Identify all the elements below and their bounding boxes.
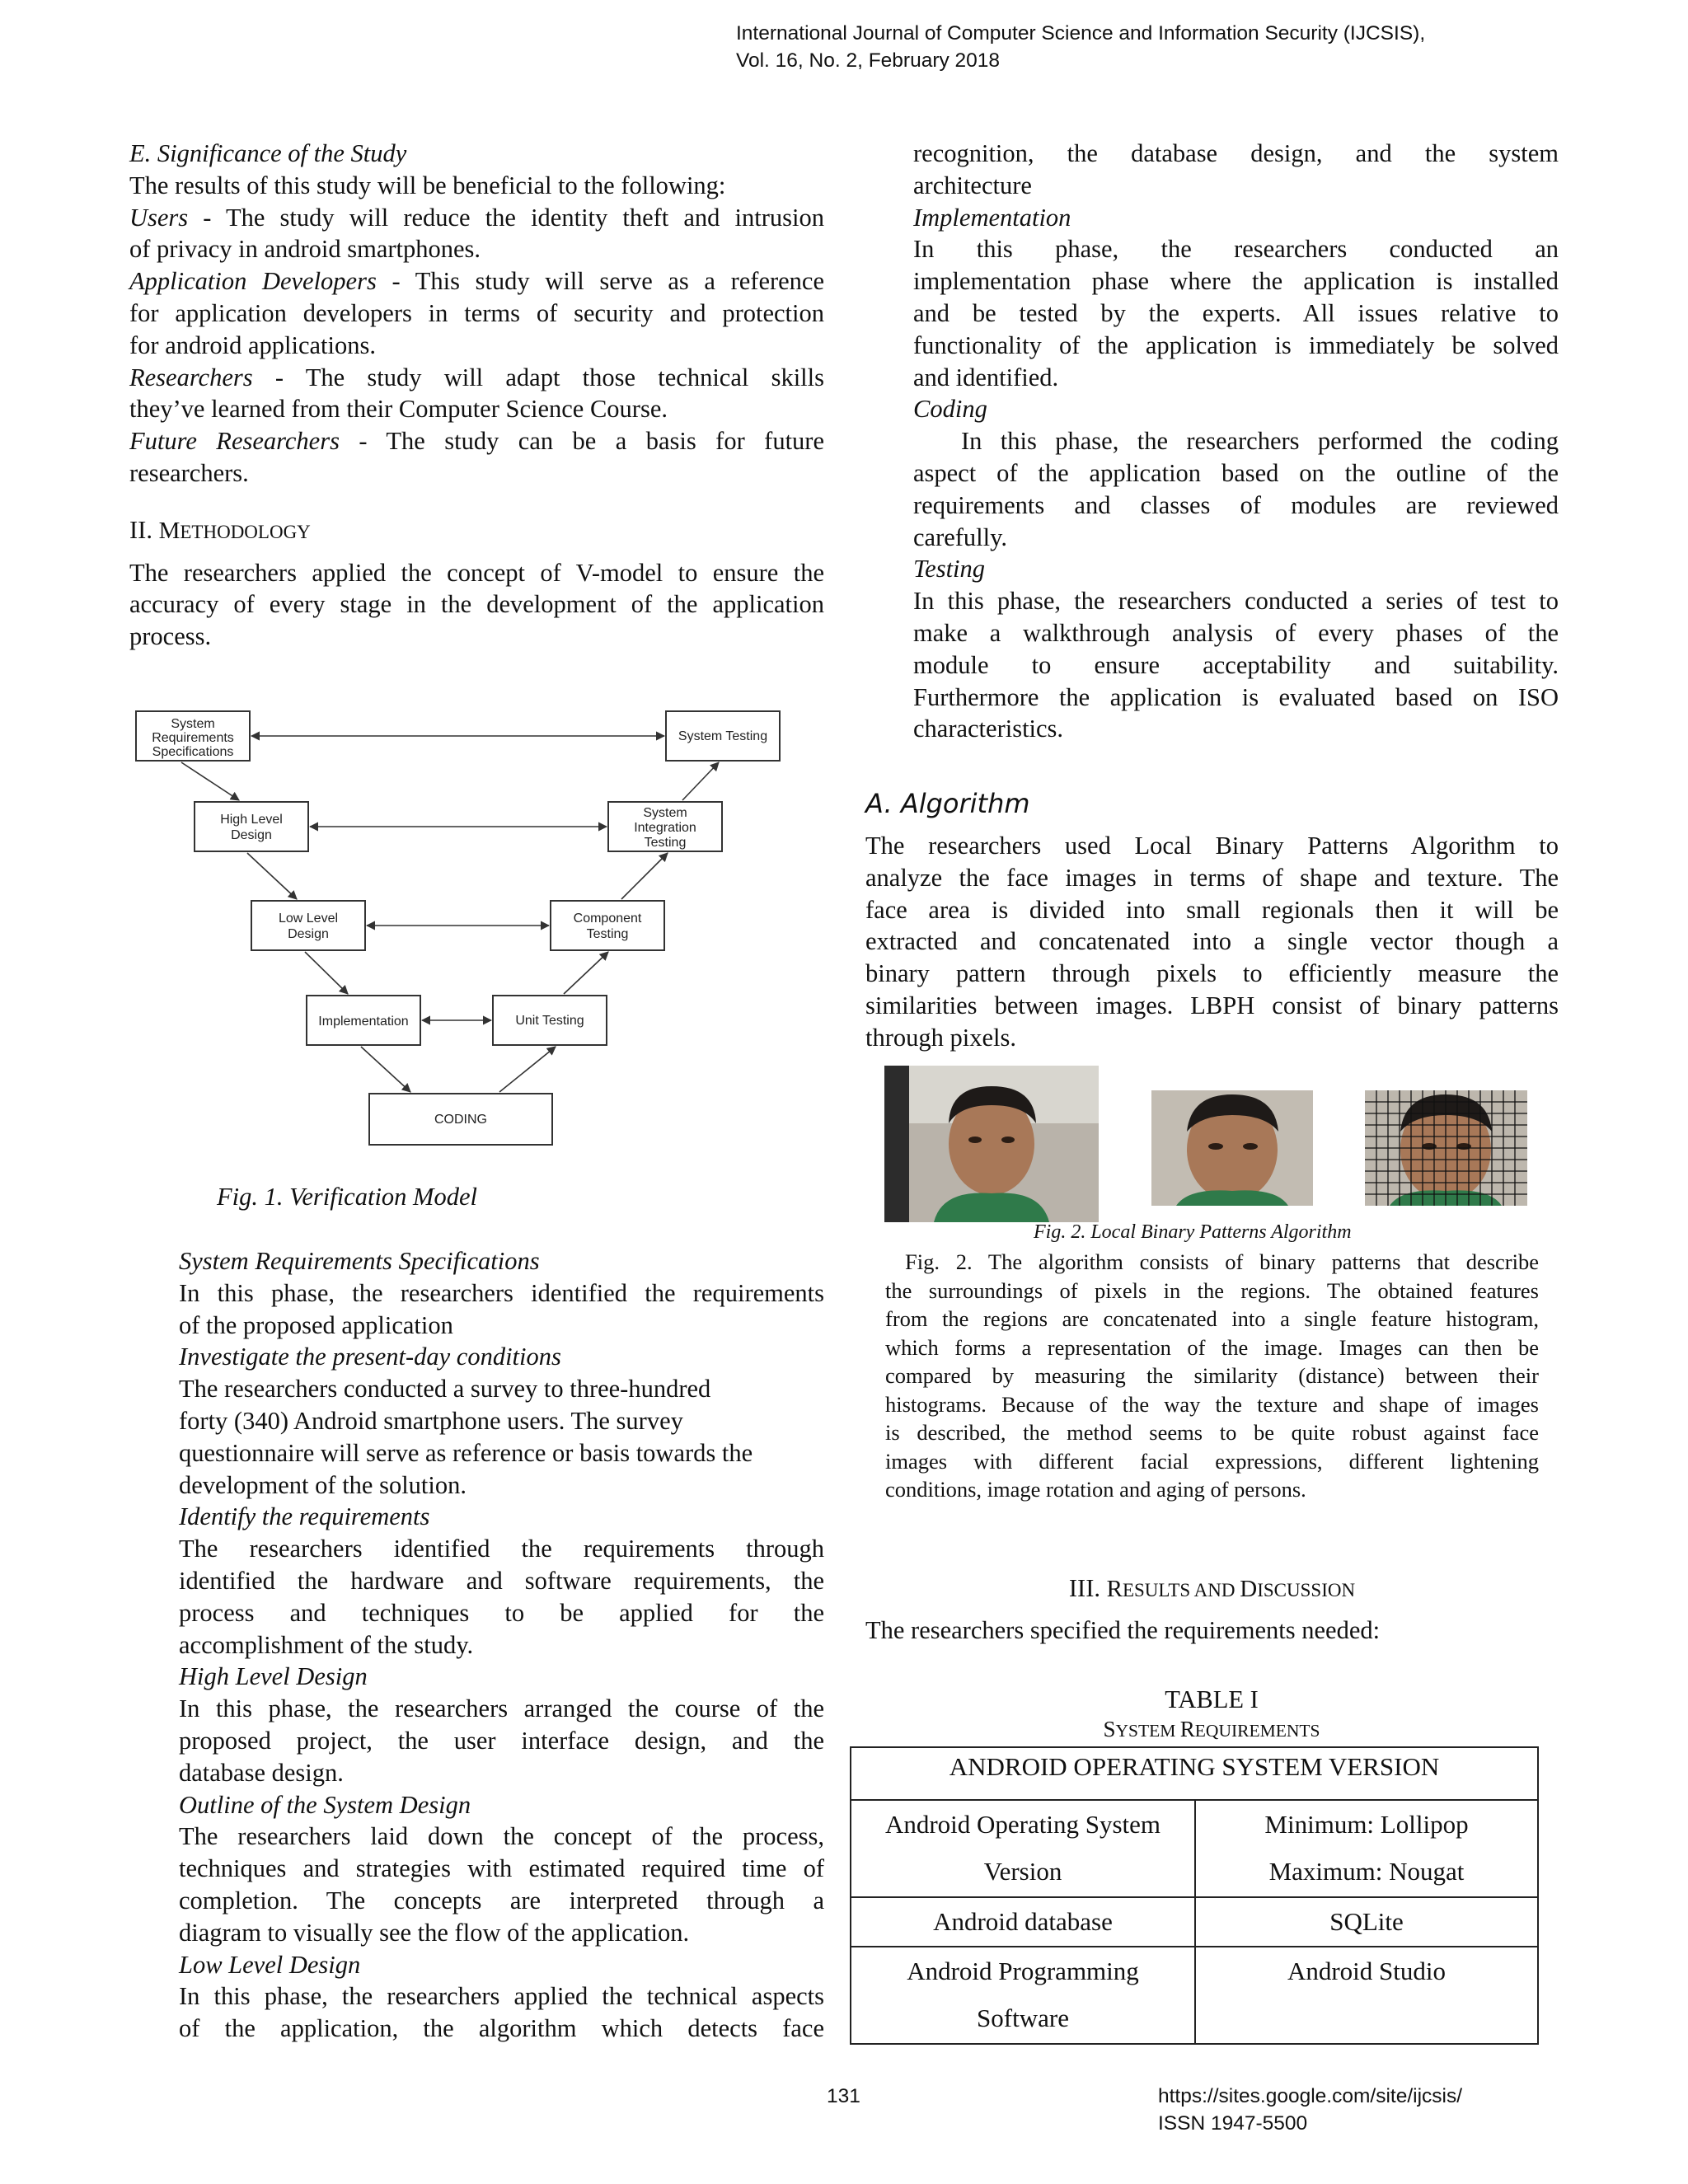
section-heading-results bbox=[865, 1572, 1559, 1607]
table-cell-left bbox=[851, 1947, 1195, 2044]
v-model-diagram bbox=[132, 705, 791, 1162]
inv-3: questionnaire will serve as reference or basis towards the bbox=[179, 1438, 753, 1467]
srs-heading: System Requirements Specifications bbox=[179, 1247, 540, 1275]
cod-1: In this phase, the researchers performed the coding bbox=[961, 427, 1559, 456]
tbl-sub-rest1: YSTEM bbox=[1115, 1721, 1180, 1741]
box-unit-testing bbox=[493, 996, 607, 1045]
lld-l1: Low Level bbox=[278, 912, 339, 926]
lld-2: of the application, the algorithm which detects face bbox=[179, 2014, 824, 2043]
box-coding bbox=[369, 1094, 552, 1145]
hld-l2: Design bbox=[231, 828, 272, 842]
coding-label: CODING bbox=[434, 1113, 487, 1127]
impl-5: and identified. bbox=[913, 363, 1059, 391]
table-row bbox=[851, 1800, 1538, 1897]
cell-prog-l2: Software bbox=[977, 2004, 1069, 2032]
table-cell-right bbox=[1195, 1947, 1538, 2044]
fig2-l1: Fig. 2. The algorithm consists of binary patterns that describe bbox=[905, 1249, 1539, 1274]
test-2: make a walkthrough analysis of every phases of the bbox=[913, 618, 1559, 647]
cell-prog-l1: Android Programming bbox=[907, 1957, 1139, 1985]
footer-url: https://sites.google.com/site/ijcsis/ bbox=[1158, 2085, 1463, 2107]
cod-3: requirements and classes of modules are reviewed bbox=[913, 490, 1559, 519]
section-heading-significance: E. Significance of the Study bbox=[129, 139, 407, 167]
fig2-l4: which forms a representation of the image. Images can then be bbox=[885, 1334, 1539, 1360]
paragraph-researchers bbox=[129, 362, 824, 394]
fig2-caption: Fig. 2. Local Binary Patterns Algorithm bbox=[1034, 1221, 1352, 1243]
footer-issn: ISSN 1947-5500 bbox=[1158, 2112, 1308, 2135]
box-implementation bbox=[307, 996, 420, 1045]
hld-3: database design. bbox=[179, 1758, 344, 1787]
table-row bbox=[851, 1897, 1538, 1947]
algorithm-heading: A. Algorithm bbox=[865, 788, 1030, 819]
cell-sqlite: SQLite bbox=[1329, 1907, 1404, 1936]
alg-2: analyze the face images in terms of shape and texture. The bbox=[865, 863, 1559, 892]
journal-header-line2: Vol. 16, No. 2, February 2018 bbox=[736, 49, 1001, 72]
meth-p2: accuracy of every stage in the development of the application bbox=[129, 590, 824, 619]
arrow-coding-unit bbox=[499, 1047, 556, 1092]
arrow-unit-comp bbox=[564, 952, 608, 994]
requirements-table bbox=[850, 1746, 1539, 2045]
comp-l1: Component bbox=[573, 912, 642, 926]
alg-5: binary pattern through pixels to efficiently measure the bbox=[865, 959, 1559, 988]
table-title: TABLE I bbox=[1165, 1685, 1259, 1713]
impl-label: Implementation bbox=[318, 1015, 409, 1029]
fig2-l9: conditions, image rotation and aging of persons. bbox=[885, 1477, 1306, 1502]
hld-1: In this phase, the researchers arranged the course of the bbox=[179, 1694, 824, 1723]
footer-right bbox=[1158, 2083, 1462, 2137]
left-column-top bbox=[129, 138, 824, 653]
sit-l1: System bbox=[643, 806, 687, 820]
table-row bbox=[851, 1947, 1538, 2044]
res-rest1: ESULTS AND bbox=[1122, 1580, 1240, 1601]
inv-4: development of the solution. bbox=[179, 1470, 467, 1499]
fig2-l7: is described, the method seems to be quite robust against face bbox=[885, 1420, 1539, 1445]
term-researchers: Researchers bbox=[129, 363, 253, 391]
alg-6: similarities between images. LBPH consist of binary patterns bbox=[865, 991, 1559, 1019]
lld-1: In this phase, the researchers applied the technical aspects bbox=[179, 1982, 824, 2011]
significance-intro: The results of this study will be beneficial to the following: bbox=[129, 171, 726, 199]
srs-l2: Requirements bbox=[152, 731, 234, 745]
test-4: Furthermore the application is evaluated based on ISO bbox=[913, 682, 1559, 711]
users-line2: of privacy in android smartphones. bbox=[129, 235, 481, 264]
results-paragraph: The researchers specified the requirements needed: bbox=[865, 1616, 1381, 1644]
impl-3: and be tested by the experts. All issues relative to bbox=[913, 298, 1559, 327]
coding-heading: Coding bbox=[913, 395, 987, 424]
tbl-sub-cap1: S bbox=[1103, 1717, 1116, 1741]
page-number: 131 bbox=[827, 2085, 860, 2107]
fig2-l2: the surroundings of pixels in the regions. The obtained features bbox=[885, 1277, 1539, 1303]
table-cell-left bbox=[851, 1800, 1195, 1897]
fig2-description bbox=[885, 1248, 1539, 1504]
r2: architecture bbox=[913, 171, 1032, 199]
srs-l1: System bbox=[171, 717, 215, 731]
systest-label: System Testing bbox=[678, 729, 768, 743]
arrow-comp-sit bbox=[621, 853, 668, 899]
fig2-l8: images with different facial expressions, different lightening bbox=[885, 1448, 1539, 1474]
cell-os-l2: Version bbox=[983, 1857, 1062, 1886]
sit-l3: Testing bbox=[644, 836, 687, 850]
journal-header-line1: International Journal of Computer Science and Information Security (IJCSIS), bbox=[736, 22, 1426, 45]
osd-heading: Outline of the System Design bbox=[179, 1790, 471, 1819]
idr-heading: Identify the requirements bbox=[179, 1502, 430, 1531]
arrow-sit-systest bbox=[682, 762, 719, 800]
fig2-l5: compared by measuring the similarity (distance) between their bbox=[885, 1363, 1539, 1388]
meth-num: II. bbox=[129, 515, 159, 544]
table-cell-left bbox=[851, 1897, 1195, 1947]
meth-cap: M bbox=[158, 517, 181, 544]
section-heading-methodology bbox=[129, 514, 824, 549]
face-photo-2 bbox=[1151, 1090, 1313, 1206]
alg-3: face area is divided into small regionals then it will be bbox=[865, 895, 1559, 924]
srs-l3: Specifications bbox=[152, 745, 234, 759]
res-line1: - The study will adapt those technical skills bbox=[252, 363, 824, 391]
users-line1: - The study will reduce the identity theft and intrusion bbox=[188, 203, 824, 232]
paragraph-future bbox=[129, 425, 824, 457]
algorithm-paragraph bbox=[865, 830, 1559, 1054]
osd-3: completion. The concepts are interpreted through a bbox=[179, 1886, 824, 1915]
appdev-line2: for application developers in terms of security and protection bbox=[129, 298, 824, 327]
unit-label: Unit Testing bbox=[515, 1014, 584, 1028]
res-line2: they’ve learned from their Computer Science Course. bbox=[129, 395, 668, 424]
res-num: III. bbox=[1068, 1574, 1107, 1602]
box-system-requirements bbox=[136, 711, 250, 761]
fig1-caption: Fig. 1. Verification Model bbox=[217, 1183, 477, 1211]
table-header-row bbox=[851, 1747, 1538, 1800]
appdev-line3: for android applications. bbox=[129, 330, 376, 359]
hld-2: proposed project, the user interface design, and the bbox=[179, 1726, 824, 1755]
osd-1: The researchers laid down the concept of the process, bbox=[179, 1822, 824, 1851]
osd-2: techniques and strategies with estimated required time of bbox=[179, 1854, 824, 1883]
tbl-sub-rest2: EQUIREMENTS bbox=[1194, 1721, 1320, 1741]
term-app-developers: Application Developers bbox=[129, 267, 377, 296]
inv-1: The researchers conducted a survey to three-hundred bbox=[179, 1375, 711, 1404]
face-photo-1 bbox=[884, 1066, 1099, 1222]
arrow-impl-coding bbox=[361, 1047, 410, 1092]
arrow-hld-lld bbox=[247, 853, 297, 899]
table-subtitle bbox=[849, 1717, 1574, 1742]
hld-heading: High Level Design bbox=[179, 1662, 368, 1691]
fig2-l6: histograms. Because of the way the texture and shape of images bbox=[885, 1391, 1539, 1417]
idr-1: The researchers identified the requirements through bbox=[179, 1535, 824, 1563]
srs-2: of the proposed application bbox=[179, 1310, 453, 1339]
box-system-integration-testing bbox=[608, 802, 722, 851]
idr-3: process and techniques to be applied for the bbox=[179, 1598, 824, 1627]
right-column-top bbox=[913, 138, 1559, 745]
inv-2: forty (340) Android smartphone users. The survey bbox=[179, 1406, 683, 1435]
cod-2: aspect of the application based on the outline of the bbox=[913, 458, 1559, 487]
sit-l2: Integration bbox=[634, 821, 696, 835]
impl-1: In this phase, the researchers conducted an bbox=[913, 235, 1559, 264]
cell-db: Android database bbox=[933, 1907, 1113, 1936]
srs-1: In this phase, the researchers identified the requirements bbox=[179, 1278, 824, 1307]
idr-2: identified the hardware and software requirements, the bbox=[179, 1566, 824, 1595]
comp-l2: Testing bbox=[586, 927, 629, 941]
term-users: Users bbox=[129, 203, 189, 232]
impl-2: implementation phase where the application is installed bbox=[913, 267, 1559, 296]
cell-min: Minimum: Lollipop bbox=[1264, 1810, 1469, 1839]
alg-7: through pixels. bbox=[865, 1023, 1016, 1052]
paragraph-app-dev bbox=[129, 265, 824, 298]
face-photo-grid bbox=[1365, 1090, 1527, 1206]
lld-heading: Low Level Design bbox=[179, 1950, 361, 1979]
cod-4: carefully. bbox=[913, 523, 1008, 551]
cell-max: Maximum: Nougat bbox=[1268, 1857, 1465, 1886]
box-component-testing bbox=[551, 901, 664, 950]
table-cell-right bbox=[1195, 1800, 1538, 1897]
meth-rest: ETHODOLOGY bbox=[180, 521, 311, 542]
osd-4: diagram to visually see the flow of the application. bbox=[179, 1918, 690, 1947]
fig2-l3: from the regions are concatenated into a single feature histogram, bbox=[885, 1306, 1539, 1331]
journal-header bbox=[736, 20, 1425, 74]
cell-os-l1: Android Operating System bbox=[884, 1810, 1161, 1839]
meth-p3: process. bbox=[129, 622, 212, 651]
impl-heading: Implementation bbox=[913, 203, 1071, 232]
fut-line1: - The study can be a basis for future bbox=[339, 427, 825, 456]
res-cap1: R bbox=[1106, 1576, 1123, 1602]
test-3: module to ensure acceptability and suitability. bbox=[913, 650, 1559, 679]
alg-1: The researchers used Local Binary Patterns Algorithm to bbox=[865, 832, 1559, 860]
arrow-srs-hld bbox=[181, 762, 239, 800]
term-future-researchers: Future Researchers bbox=[129, 427, 340, 456]
meth-p1: The researchers applied the concept of V-model to ensure the bbox=[129, 558, 824, 587]
table-header-cell: ANDROID OPERATING SYSTEM VERSION bbox=[851, 1747, 1538, 1800]
lld-l2: Design bbox=[288, 927, 329, 941]
idr-4: accomplishment of the study. bbox=[179, 1630, 474, 1659]
res-cap2: D bbox=[1240, 1576, 1258, 1602]
test-1: In this phase, the researchers conducted a series of test to bbox=[913, 587, 1559, 616]
impl-4: functionality of the application is immediately be solved bbox=[913, 330, 1559, 359]
box-system-testing bbox=[666, 711, 780, 761]
inv-heading: Investigate the present-day conditions bbox=[179, 1343, 561, 1371]
tbl-sub-cap2: R bbox=[1179, 1717, 1195, 1741]
testing-heading: Testing bbox=[913, 555, 986, 583]
r1: recognition, the database design, and the system bbox=[913, 139, 1559, 167]
hld-l1: High Level bbox=[220, 813, 283, 827]
fut-line2: researchers. bbox=[129, 458, 249, 487]
test-5: characteristics. bbox=[913, 715, 1064, 743]
box-low-level-design bbox=[251, 901, 365, 950]
left-column-bottom bbox=[179, 1245, 824, 2045]
alg-4: extracted and concatenated into a single vector though a bbox=[865, 927, 1559, 956]
table-cell-right bbox=[1195, 1897, 1538, 1947]
paragraph-users bbox=[129, 202, 824, 234]
cell-android-studio: Android Studio bbox=[1287, 1957, 1447, 1985]
res-rest2: ISCUSSION bbox=[1257, 1580, 1356, 1601]
arrow-lld-impl bbox=[305, 952, 348, 994]
appdev-line1: - This study will serve as a reference bbox=[376, 267, 824, 296]
box-high-level-design bbox=[195, 802, 308, 851]
